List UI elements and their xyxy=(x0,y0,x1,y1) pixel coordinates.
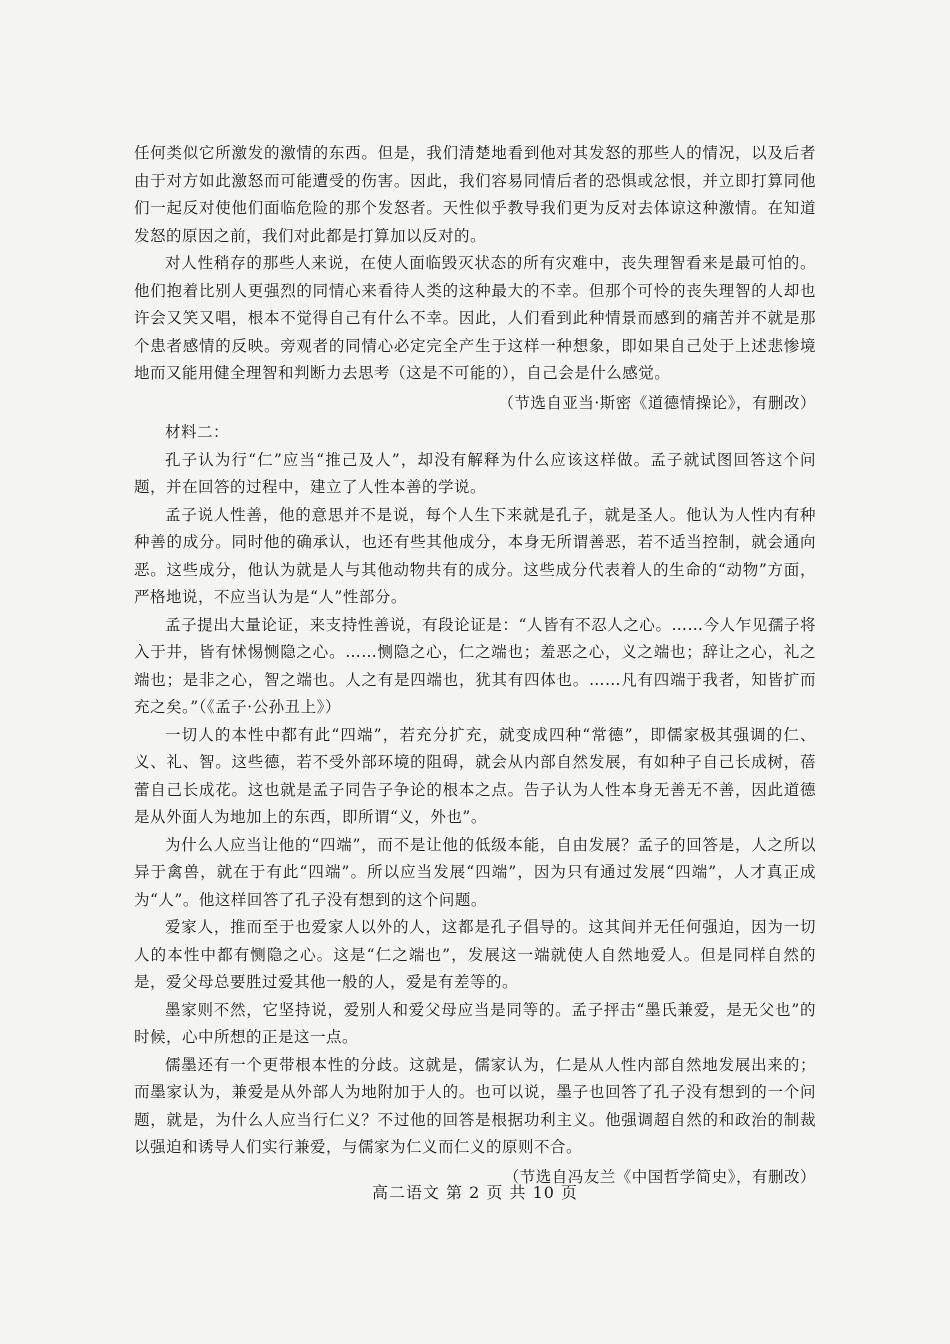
paragraph: 孟子提出大量论证，来支持性善说，有段论证是：“人皆有不忍人之心。……今人乍见孺子将入于井，皆有怵惕恻隐之心。……恻隐之心，仁之端也；羞恶之心，义之端也；辞让之心，礼之端也；是非之心，智之端也。人之有是四端也，犹其有四体也。……凡有四端于我者，知皆扩而充之矣。”（《孟子·公孙丑上》） xyxy=(134,615,816,716)
paragraph: 孟子说人性善，他的意思并不是说，每个人生下来就是孔子，就是圣人。他认为人性内有种种善的成分。同时他的确承认，也还有些其他成分，本身无所谓善恶，若不适当控制，就会通向恶。这些成分，他认为就是人与其他动物共有的成分。这些成分代表着人的生命的“动物”方面，严格地说，不应当认为是“人”性部分。 xyxy=(134,505,816,606)
source-citation-2: （节选自冯友兰《中国哲学简史》，有删改） xyxy=(503,1167,816,1186)
page-footer: 高二语文 第 2 页 共 10 页 xyxy=(371,1183,579,1202)
paragraph: 一切人的本性中都有此“四端”，若充分扩充，就变成四种“常德”，即儒家极其强调的仁、义、礼、智。这些德，若不受外部环境的阻碍，就会从内部自然发展，有如种子自己长成树，蓓蕾自己长成花。这也就是孟子同告子争论的根本之点。告子认为人性本身无善无不善，因此道德是从外面人为地加上的东西，即所谓“义，外也”。 xyxy=(134,725,816,826)
paragraph: 为什么人应当让他的“四端”，而不是让他的低级本能，自由发展？孟子的回答是，人之所以异于禽兽，就在于有此“四端”。所以应当发展“四端”，因为只有通过发展“四端”，人才真正成为“人”。他这样回答了孔子没有想到的这个问题。 xyxy=(134,835,816,909)
paragraph: 孔子认为行“仁”应当“推己及人”，却没有解释为什么应该这样做。孟子就试图回答这个问题，并在回答的过程中，建立了人性本善的学说。 xyxy=(134,450,816,496)
material-2-heading: 材料二： xyxy=(165,423,230,441)
source-citation-1: （节选自亚当·斯密《道德情操论》，有删改） xyxy=(498,393,816,412)
paragraph: 爱家人，推而至于也爱家人以外的人，这都是孔子倡导的。这其间并无任何强迫，因为一切人的本性中都有恻隐之心。这是“仁之端也”，发展这一端就使人自然地爱人。但是同样自然的是，爱父母总要胜过爱其他一般的人，爱是有差等的。 xyxy=(134,918,816,991)
paragraph: 任何类似它所激发的激情的东西。但是，我们清楚地看到他对其发怒的那些人的情况，以及后者由于对方如此激怒而可能遭受的伤害。因此，我们容易同情后者的恐惧或忿恨，并立即打算同他们一起反对使他们面临危险的那个发怒者。天性似乎教导我们更为反对去体谅这种激情。在知道发怒的原因之前，我们对此都是打算加以反对的。 xyxy=(134,144,816,245)
paragraph: 墨家则不然，它坚持说，爱别人和爱父母应当是同等的。孟子抨击“墨氏兼爱，是无父也”的时候，心中所想的正是这一点。 xyxy=(134,1000,816,1046)
material-2-text xyxy=(134,447,816,1162)
material-1-text xyxy=(134,140,816,388)
paragraph: 对人性稍存的那些人来说，在使人面临毁灭状态的所有灾难中，丧失理智看来是最可怕的。他们抱着比别人更强烈的同情心来看待人类的这种最大的不幸。但那个可怜的丧失理智的人却也许会又笑又唱，根本不觉得自己有什么不幸。因此，人们看到此种情景而感到的痛苦并不就是那个患者感情的反映。旁观者的同情心必定完全产生于这样一种想象，即如果自己处于上述悲惨境地而又能用健全理智和判断力去思考（这是不可能的），自己会是什么感觉。 xyxy=(134,254,816,382)
paragraph: 儒墨还有一个更带根本性的分歧。这就是，儒家认为，仁是从人性内部自然地发展出来的；而墨家认为，兼爱是从外部人为地附加于人的。也可以说，墨子也回答了孔子没有想到的一个问题，就是，为什么人应当行仁义？不过他的回答是根据功利主义。他强调超自然的和政治的制裁以强迫和诱导人们实行兼爱，与儒家为仁义而仁义的原则不合。 xyxy=(134,1055,816,1156)
